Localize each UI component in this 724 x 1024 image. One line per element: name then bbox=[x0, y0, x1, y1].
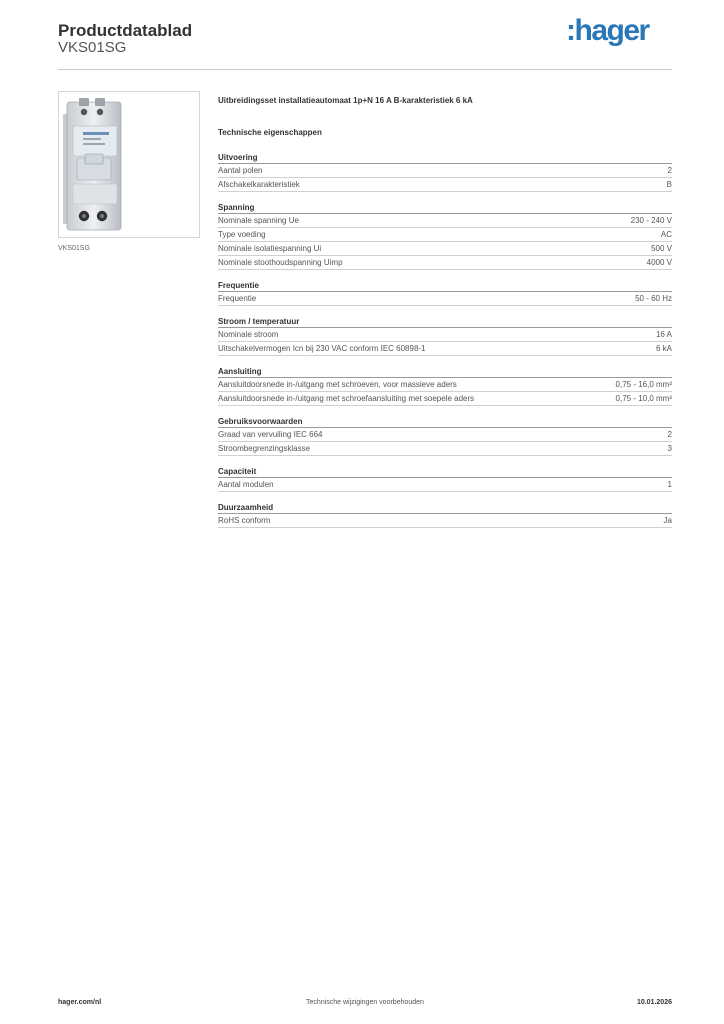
section-title: Frequentie bbox=[218, 280, 672, 292]
spec-section bbox=[218, 416, 672, 456]
footer-disclaimer: Technische wijzigingen voorbehouden bbox=[306, 999, 424, 1006]
spec-row bbox=[218, 242, 672, 256]
spec-label: Nominale stroom bbox=[218, 330, 279, 339]
page-title: Productdatablad bbox=[58, 21, 193, 40]
spec-value: 0,75 - 16,0 mm² bbox=[615, 380, 672, 389]
spec-label: Aantal modulen bbox=[218, 480, 274, 489]
spec-label: Nominale isolatiespanning Ui bbox=[218, 244, 322, 253]
spec-row bbox=[218, 514, 672, 528]
spec-row bbox=[218, 392, 672, 406]
spec-label: RoHS conform bbox=[218, 516, 271, 525]
spec-value: B bbox=[666, 180, 672, 189]
spec-value: 500 V bbox=[651, 244, 672, 253]
spec-content bbox=[218, 96, 672, 528]
spec-section bbox=[218, 366, 672, 406]
spec-label: Type voeding bbox=[218, 230, 266, 239]
spec-value: 4000 V bbox=[646, 258, 672, 267]
spec-row bbox=[218, 214, 672, 228]
product-title: Uitbreidingsset installatieautomaat 1p+N 16 A B-karakteristiek 6 kA bbox=[218, 96, 473, 105]
spec-value: 50 - 60 Hz bbox=[635, 294, 672, 303]
spec-label: Aansluitdoorsnede in-/uitgang met schroeven, voor massieve aders bbox=[218, 380, 457, 389]
spec-section bbox=[218, 316, 672, 356]
spec-row bbox=[218, 428, 672, 442]
product-code: VKS01SG bbox=[58, 39, 127, 56]
image-caption: VKS01SG bbox=[58, 245, 90, 252]
spec-value: 2 bbox=[667, 430, 672, 439]
spec-row bbox=[218, 328, 672, 342]
spec-label: Frequentie bbox=[218, 294, 257, 303]
spec-value: 6 kA bbox=[655, 344, 672, 353]
spec-row bbox=[218, 256, 672, 270]
spec-row bbox=[218, 342, 672, 356]
header-divider bbox=[58, 69, 672, 70]
spec-label: Uitschakelvermogen Icn bij 230 VAC conform IEC 60898-1 bbox=[218, 344, 426, 353]
spec-section bbox=[218, 202, 672, 270]
spec-label: Stroombegrenzingsklasse bbox=[218, 444, 311, 453]
spec-value: 0,75 - 10,0 mm² bbox=[615, 394, 672, 403]
spec-value: 1 bbox=[667, 480, 672, 489]
section-title: Stroom / temperatuur bbox=[218, 316, 672, 328]
spec-row bbox=[218, 478, 672, 492]
section-title: Duurzaamheid bbox=[218, 502, 672, 514]
section-title: Gebruiksvoorwaarden bbox=[218, 416, 672, 428]
spec-label: Aansluitdoorsnede in-/uitgang met schroefaansluiting met soepele aders bbox=[218, 394, 475, 403]
section-title: Capaciteit bbox=[218, 466, 672, 478]
spec-label: Nominale spanning Ue bbox=[218, 216, 299, 225]
spec-section bbox=[218, 152, 672, 192]
section-title: Spanning bbox=[218, 202, 672, 214]
footer-date: 10.01.2026 bbox=[636, 999, 672, 1006]
spec-row bbox=[218, 292, 672, 306]
spec-section bbox=[218, 502, 672, 528]
section-title: Aansluiting bbox=[218, 366, 672, 378]
footer-website-link[interactable]: hager.com/nl bbox=[58, 999, 102, 1006]
hager-logo: :hager bbox=[566, 14, 649, 47]
product-image bbox=[58, 91, 200, 238]
spec-row bbox=[218, 178, 672, 192]
circuit-breaker-product-photo bbox=[59, 92, 199, 237]
spec-value: 3 bbox=[667, 444, 672, 453]
tech-properties-title: Technische eigenschappen bbox=[218, 128, 322, 137]
spec-section bbox=[218, 466, 672, 492]
spec-label: Afschakelkarakteristiek bbox=[218, 180, 300, 189]
spec-value: AC bbox=[660, 230, 672, 239]
spec-row bbox=[218, 442, 672, 456]
spec-section bbox=[218, 280, 672, 306]
spec-value: 16 A bbox=[655, 330, 672, 339]
spec-row bbox=[218, 228, 672, 242]
spec-value: 2 bbox=[667, 166, 672, 175]
spec-row bbox=[218, 378, 672, 392]
spec-label: Aantal polen bbox=[218, 166, 263, 175]
section-title: Uitvoering bbox=[218, 152, 672, 164]
spec-label: Nominale stoothoudspanning Uimp bbox=[218, 258, 343, 267]
spec-value: Ja bbox=[663, 516, 672, 525]
spec-label: Graad van vervuiling IEC 664 bbox=[218, 430, 323, 439]
spec-row bbox=[218, 164, 672, 178]
spec-value: 230 - 240 V bbox=[630, 216, 672, 225]
